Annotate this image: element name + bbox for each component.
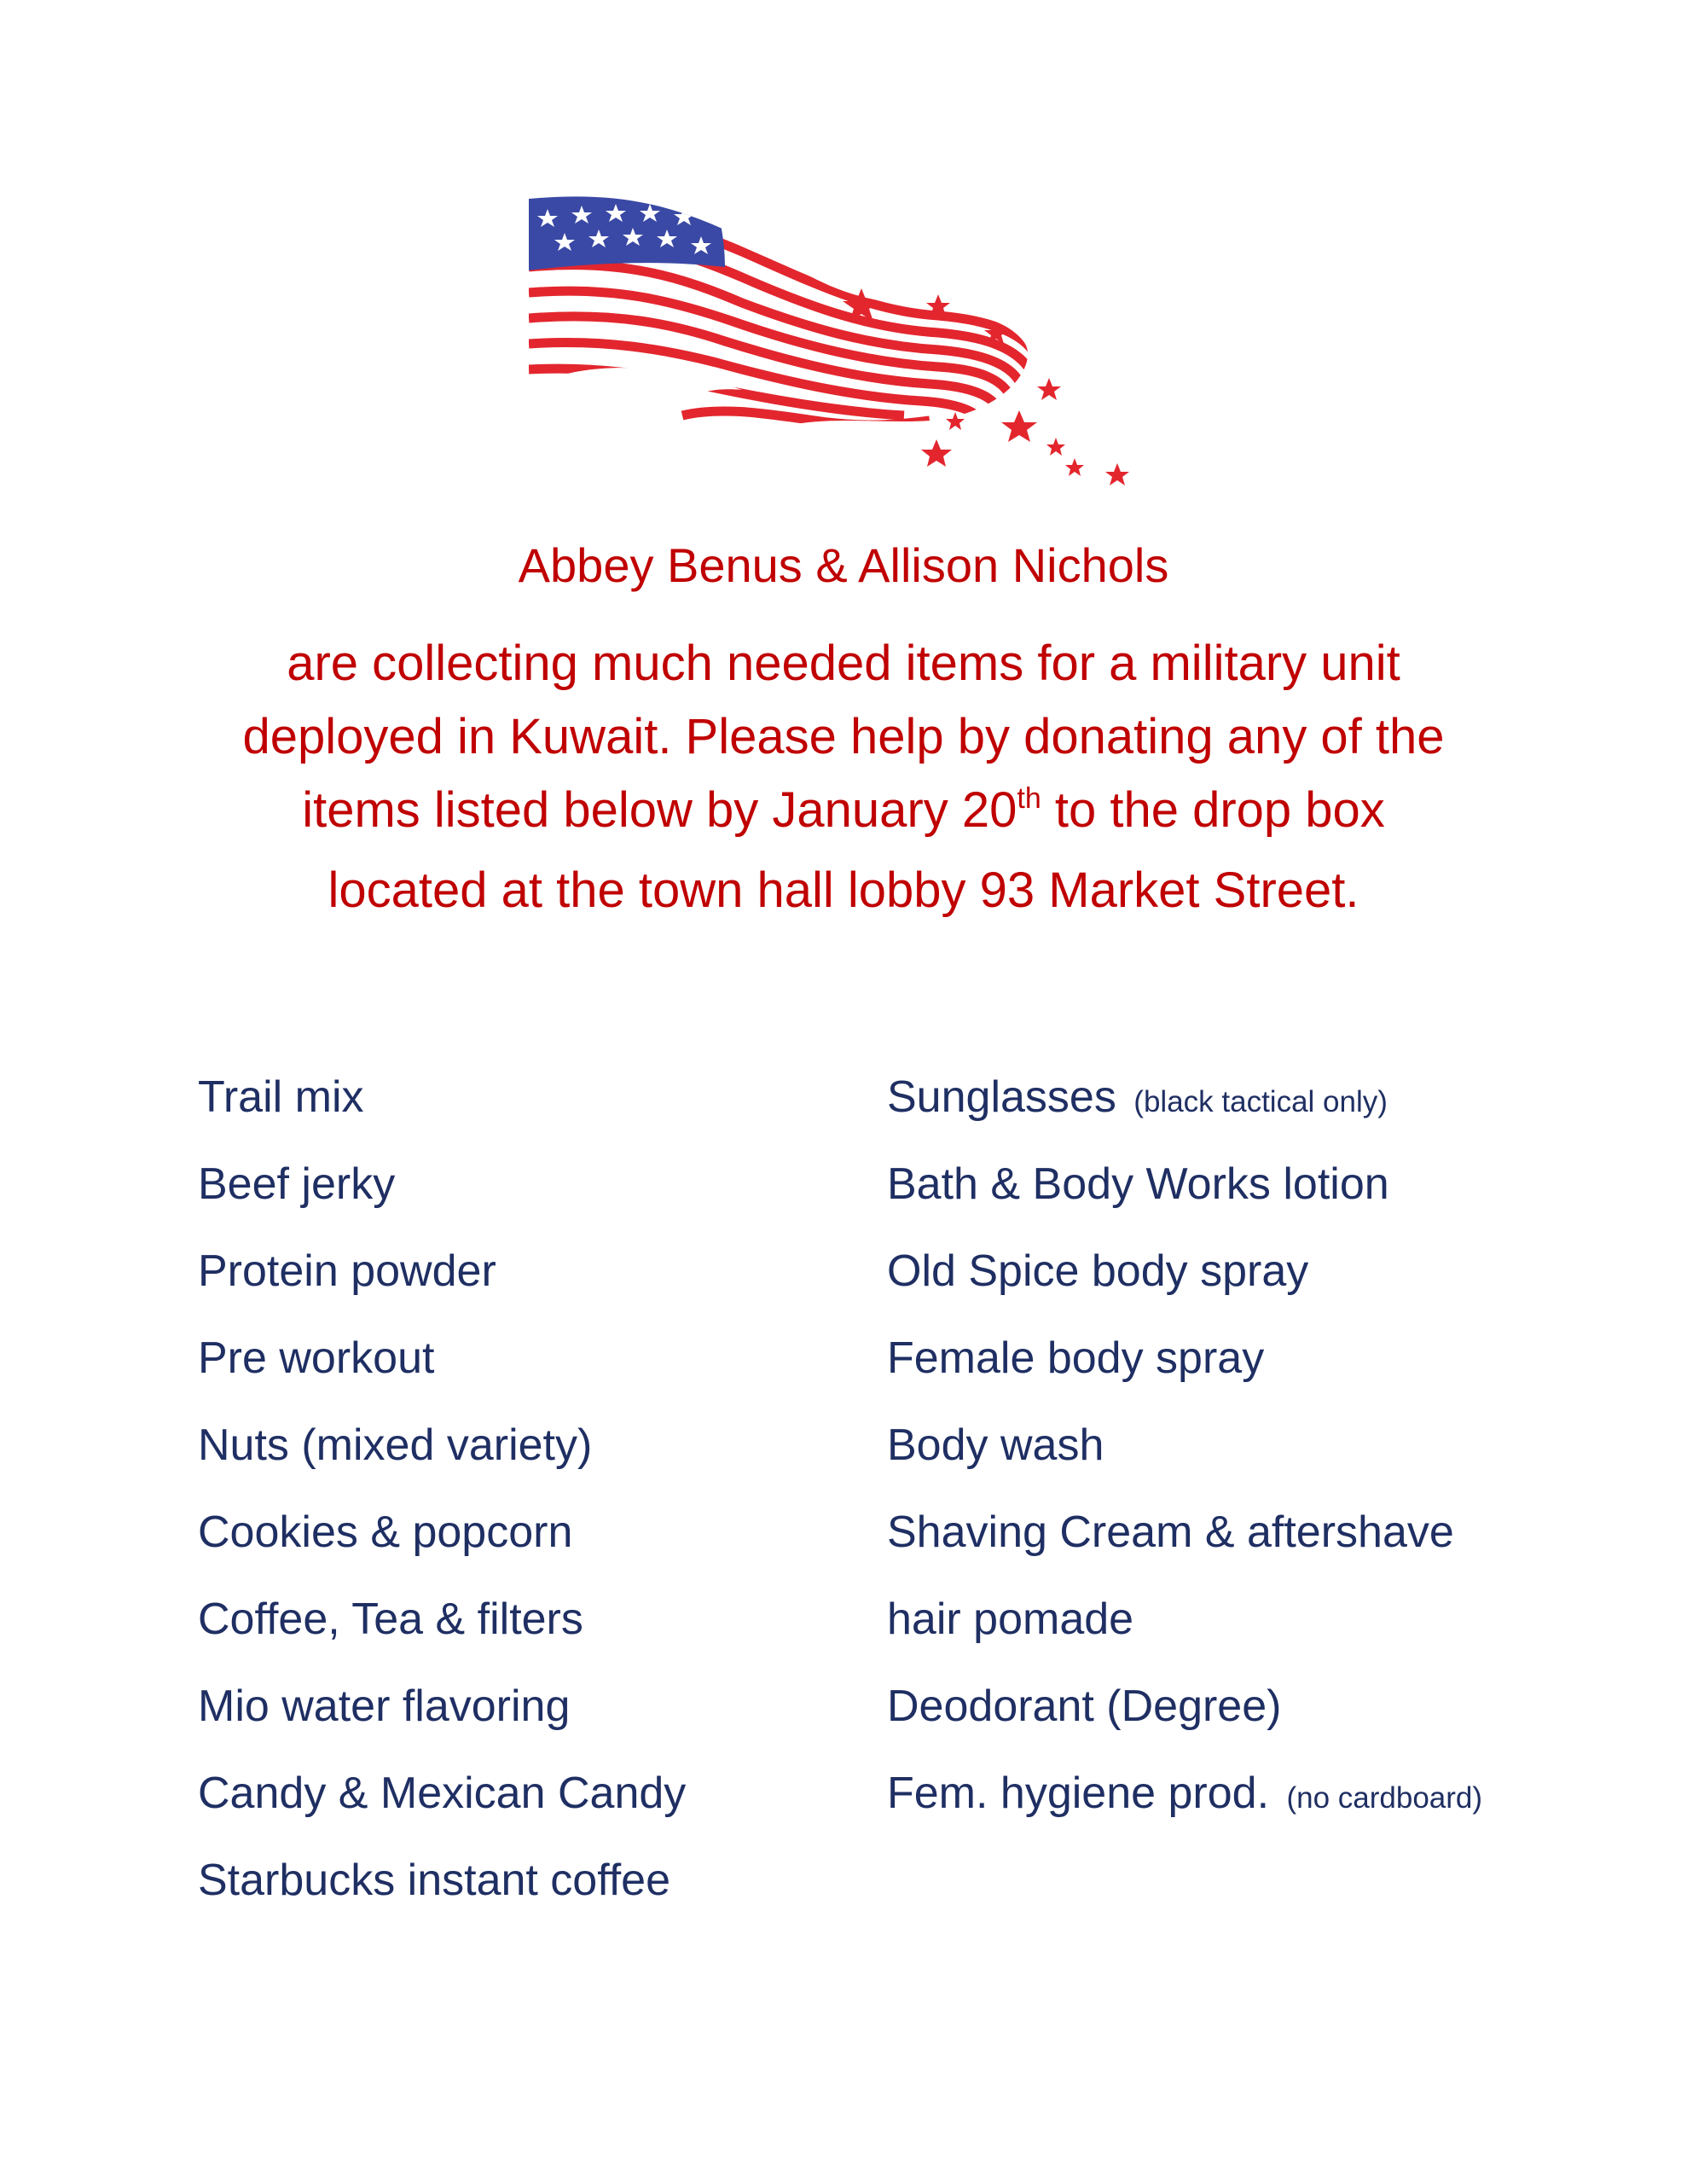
- list-item: Protein powder: [198, 1246, 496, 1296]
- list-item-text: Body wash: [887, 1420, 1104, 1470]
- list-item: [887, 1240, 1482, 1327]
- intro-line-3-start: items listed below by January 20: [302, 782, 1017, 838]
- list-item: [887, 1589, 1482, 1676]
- list-item-text: Deodorant (Degree): [887, 1682, 1282, 1731]
- list-item-text: Sunglasses: [887, 1072, 1116, 1122]
- list-item: Nuts (mixed variety): [198, 1420, 593, 1470]
- list-item: [887, 1066, 1482, 1153]
- list-item-text: Shaving Cream & aftershave: [887, 1507, 1454, 1557]
- list-item: Mio water flavoring: [198, 1682, 571, 1731]
- list-item: [887, 1502, 1482, 1589]
- list-item: [887, 1327, 1482, 1414]
- list-item-text: Fem. hygiene prod.: [887, 1769, 1270, 1818]
- intro-line-3-end: to the drop box: [1041, 782, 1385, 838]
- list-item: [887, 1676, 1482, 1763]
- list-item-note: (black tactical only): [1133, 1085, 1388, 1118]
- intro-line-3: [0, 774, 1687, 854]
- list-item: [887, 1414, 1482, 1502]
- list-item: Trail mix: [198, 1072, 364, 1122]
- list-item-text: Female body spray: [887, 1333, 1265, 1383]
- list-item: Beef jerky: [198, 1159, 396, 1209]
- intro-line-2: deployed in Kuwait. Please help by donating any of the: [242, 709, 1445, 764]
- list-item-text: hair pomade: [887, 1594, 1134, 1644]
- intro-line-4: located at the town hall lobby 93 Market Street.: [328, 863, 1359, 918]
- list-item: [887, 1763, 1482, 1850]
- list-item: Starbucks instant coffee: [198, 1856, 671, 1905]
- list-item: [887, 1153, 1482, 1240]
- list-item-text: Old Spice body spray: [887, 1246, 1309, 1296]
- list-item-note: (no cardboard): [1286, 1781, 1483, 1815]
- intro-line-1: are collecting much needed items for a military unit: [287, 636, 1400, 691]
- list-item: Candy & Mexican Candy: [198, 1769, 687, 1818]
- list-item-text: Bath & Body Works lotion: [887, 1159, 1389, 1209]
- list-item: Coffee, Tea & filters: [198, 1594, 583, 1644]
- list-item: Cookies & popcorn: [198, 1507, 573, 1557]
- items-list-left: [198, 1066, 686, 1937]
- items-list-right: [887, 1066, 1482, 1850]
- ordinal-suffix: th: [1017, 782, 1041, 815]
- intro-paragraph: [0, 627, 1687, 927]
- list-item: Pre workout: [198, 1333, 435, 1383]
- american-flag-icon: [529, 192, 1160, 491]
- organizers-names: Abbey Benus & Allison Nichols: [518, 538, 1169, 592]
